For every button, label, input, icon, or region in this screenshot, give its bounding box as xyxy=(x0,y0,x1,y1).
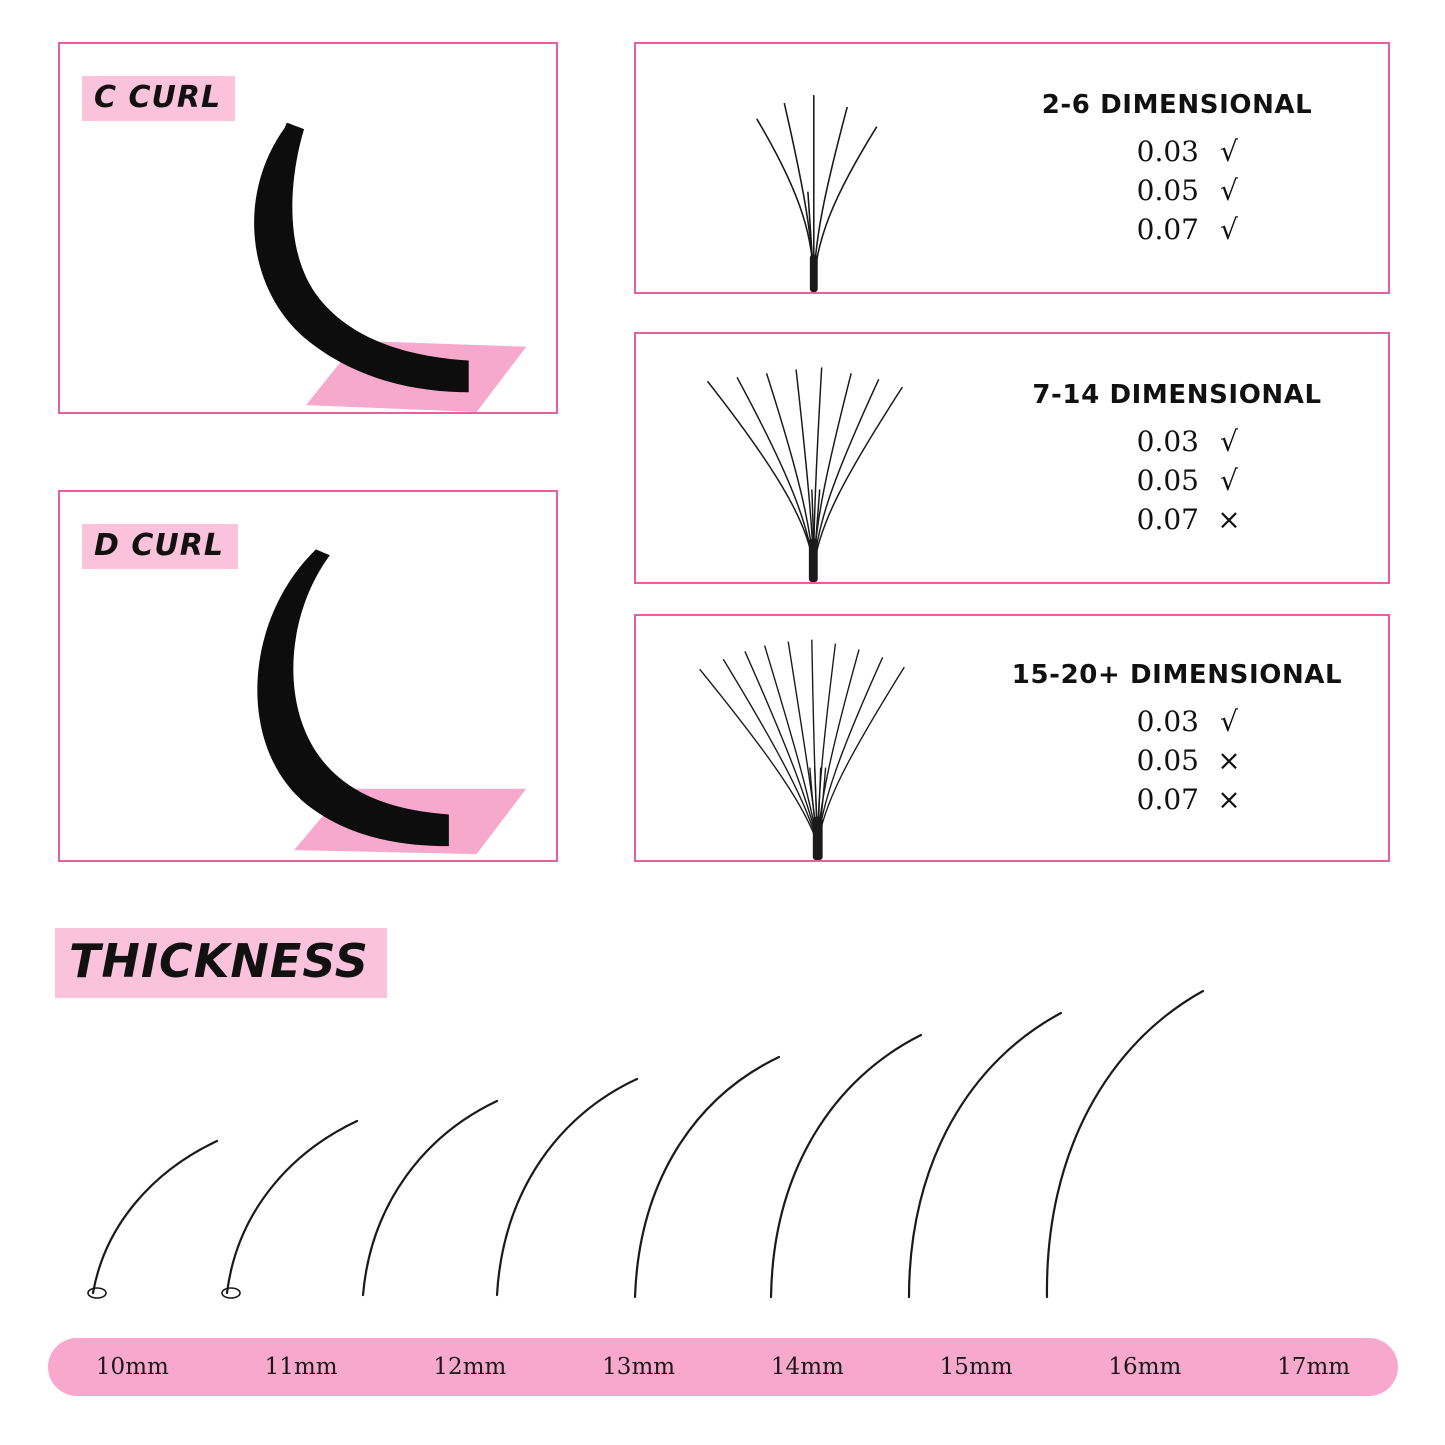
size-label: 10mm xyxy=(95,1354,169,1380)
size-label: 13mm xyxy=(602,1354,676,1380)
dimension-info-2-6 xyxy=(966,44,1388,292)
thickness-value: 0.07 xyxy=(1136,502,1199,536)
availability-mark: √ xyxy=(1220,463,1238,497)
dimension-title: 15-20+ DIMENSIONAL xyxy=(1011,659,1343,690)
dimension-info-7-14 xyxy=(966,334,1388,582)
dimension-panel-7-14 xyxy=(634,332,1390,584)
size-label: 14mm xyxy=(770,1354,844,1380)
availability-mark: × xyxy=(1217,743,1241,777)
dimension-row xyxy=(1095,782,1259,817)
availability-mark: √ xyxy=(1220,424,1238,458)
dimension-panel-15-20 xyxy=(634,614,1390,862)
fan-illustration-7-14 xyxy=(636,334,966,582)
fan-illustration-2-6 xyxy=(636,44,966,292)
thickness-value: 0.03 xyxy=(1136,134,1199,168)
lash-length-illustrations xyxy=(45,975,1405,1335)
dimension-row xyxy=(1095,502,1259,537)
thickness-label: THICKNESS xyxy=(55,928,387,998)
dimension-row xyxy=(1095,173,1259,208)
dimension-title: 7-14 DIMENSIONAL xyxy=(1032,379,1322,410)
thickness-value: 0.05 xyxy=(1136,173,1199,207)
thickness-value: 0.03 xyxy=(1136,704,1199,738)
d-curl-label: D CURL xyxy=(82,524,238,569)
fan-illustration-15-20 xyxy=(636,616,966,860)
d-curl-panel xyxy=(58,490,558,862)
dimension-row xyxy=(1095,424,1259,459)
thickness-value: 0.05 xyxy=(1136,463,1199,497)
thickness-value: 0.03 xyxy=(1136,424,1199,458)
availability-mark: √ xyxy=(1220,134,1238,168)
size-label: 12mm xyxy=(433,1354,507,1380)
availability-mark: × xyxy=(1217,782,1241,816)
dimension-row xyxy=(1095,463,1259,498)
dimension-panel-2-6 xyxy=(634,42,1390,294)
size-label: 17mm xyxy=(1277,1354,1351,1380)
dimension-rows xyxy=(1095,134,1259,247)
c-curl-label: C CURL xyxy=(82,76,235,121)
dimension-rows xyxy=(1095,704,1259,817)
thickness-value: 0.07 xyxy=(1136,782,1199,816)
size-label: 15mm xyxy=(939,1354,1013,1380)
size-label: 16mm xyxy=(1108,1354,1182,1380)
thickness-value: 0.07 xyxy=(1136,212,1199,246)
availability-mark: √ xyxy=(1220,704,1238,738)
dimension-row xyxy=(1095,212,1259,247)
availability-mark: × xyxy=(1217,502,1241,536)
thickness-value: 0.05 xyxy=(1136,743,1199,777)
dimension-rows xyxy=(1095,424,1259,537)
dimension-row xyxy=(1095,704,1259,739)
dimension-row xyxy=(1095,743,1259,778)
c-curl-panel xyxy=(58,42,558,414)
dimension-info-15-20 xyxy=(966,616,1388,860)
size-label: 11mm xyxy=(264,1354,338,1380)
availability-mark: √ xyxy=(1220,212,1238,246)
size-scale-bar xyxy=(48,1338,1398,1396)
availability-mark: √ xyxy=(1220,173,1238,207)
dimension-title: 2-6 DIMENSIONAL xyxy=(1041,89,1313,120)
dimension-row xyxy=(1095,134,1259,169)
